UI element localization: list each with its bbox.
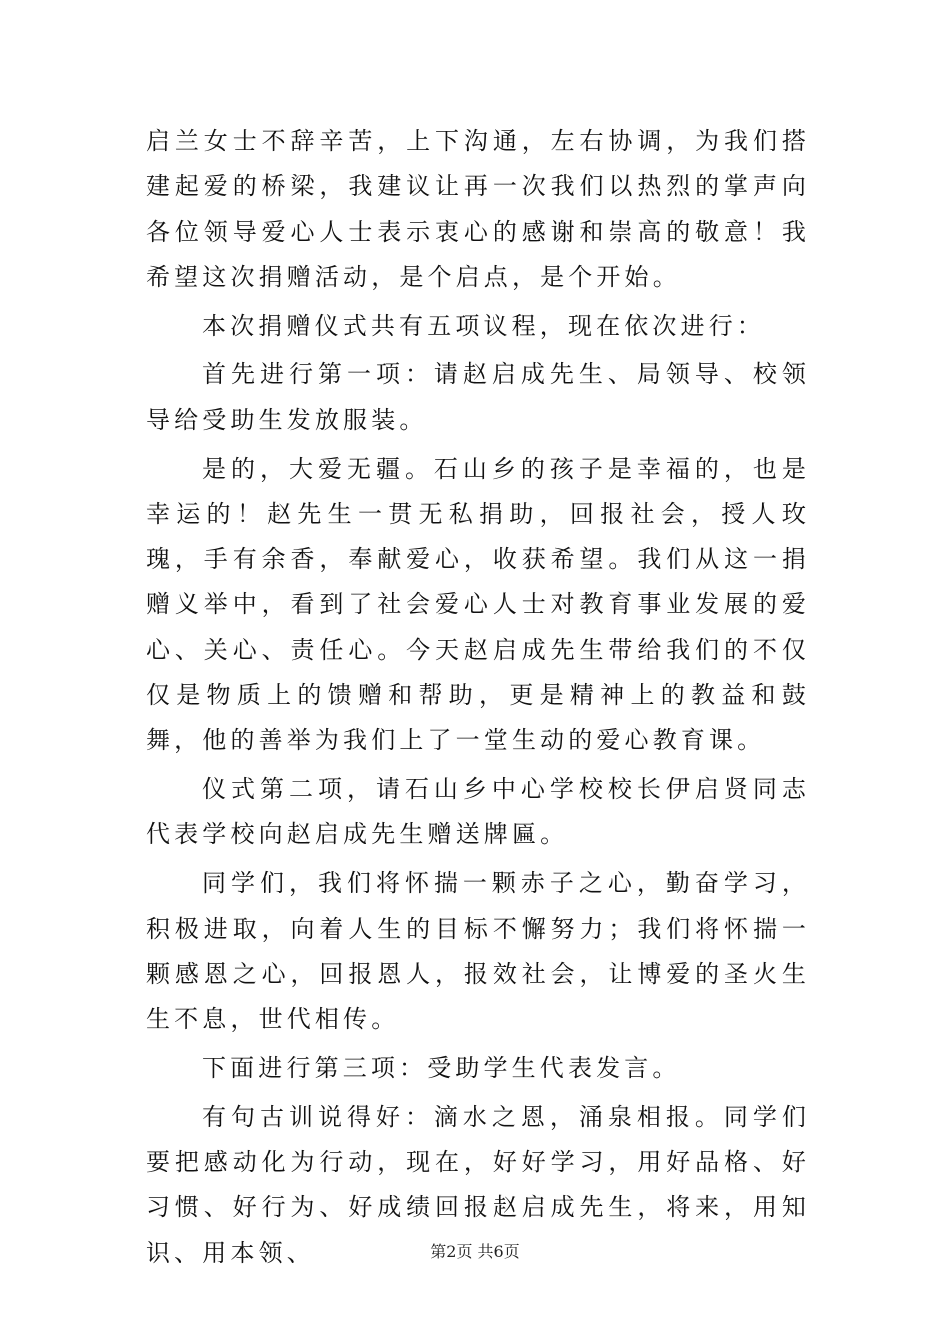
document-body xyxy=(146,119,810,1279)
paragraph-2: 本次捐赠仪式共有五项议程，现在依次进行： xyxy=(202,311,765,340)
paragraph-7: 下面进行第三项：受助学生代表发言。 xyxy=(202,1053,681,1082)
page-number: 第2页 xyxy=(430,1242,473,1261)
paragraph-5: 仪式第二项，请石山乡中心学校校长伊启贤同志代表学校向赵启成先生赠送牌匾。 xyxy=(146,775,810,849)
paragraph-3: 首先进行第一项：请赵启成先生、局领导、校领导给受助生发放服装。 xyxy=(146,360,810,434)
page-footer xyxy=(0,1241,950,1263)
paragraph-4: 是的，大爱无疆。石山乡的孩子是幸福的，也是幸运的！赵先生一贯无私捐助，回报社会，授人玫瑰，手有余香，奉献爱心，收获希望。我们从这一捐赠义举中，看到了社会爱心人士对教育事业发展的爱心、关心、责任心。今天赵启成先生带给我们的不仅仅是物质上的馈赠和帮助，更是精神上的教益和鼓舞，他的善举为我们上了一堂生动的爱心教育课。 xyxy=(146,454,810,755)
paragraph-1: 启兰女士不辞辛苦，上下沟通，左右协调，为我们搭建起爱的桥梁，我建议让再一次我们以热烈的掌声向各位领导爱心人士表示衷心的感谢和崇高的敬意！我希望这次捐赠活动，是个启点，是个开始。 xyxy=(146,127,810,291)
paragraph-8: 有句古训说得好：滴水之恩，涌泉相报。同学们要把感动化为行动，现在，好好学习，用好品格、好习惯、好行为、好成绩回报赵启成先生，将来，用知识、用本领、 xyxy=(146,1102,810,1267)
page-total: 共6页 xyxy=(477,1242,520,1261)
paragraph-6: 同学们，我们将怀揣一颗赤子之心，勤奋学习，积极进取，向着人生的目标不懈努力；我们将怀揣一颗感恩之心，回报恩人，报效社会，让博爱的圣火生生不息，世代相传。 xyxy=(146,869,810,1034)
